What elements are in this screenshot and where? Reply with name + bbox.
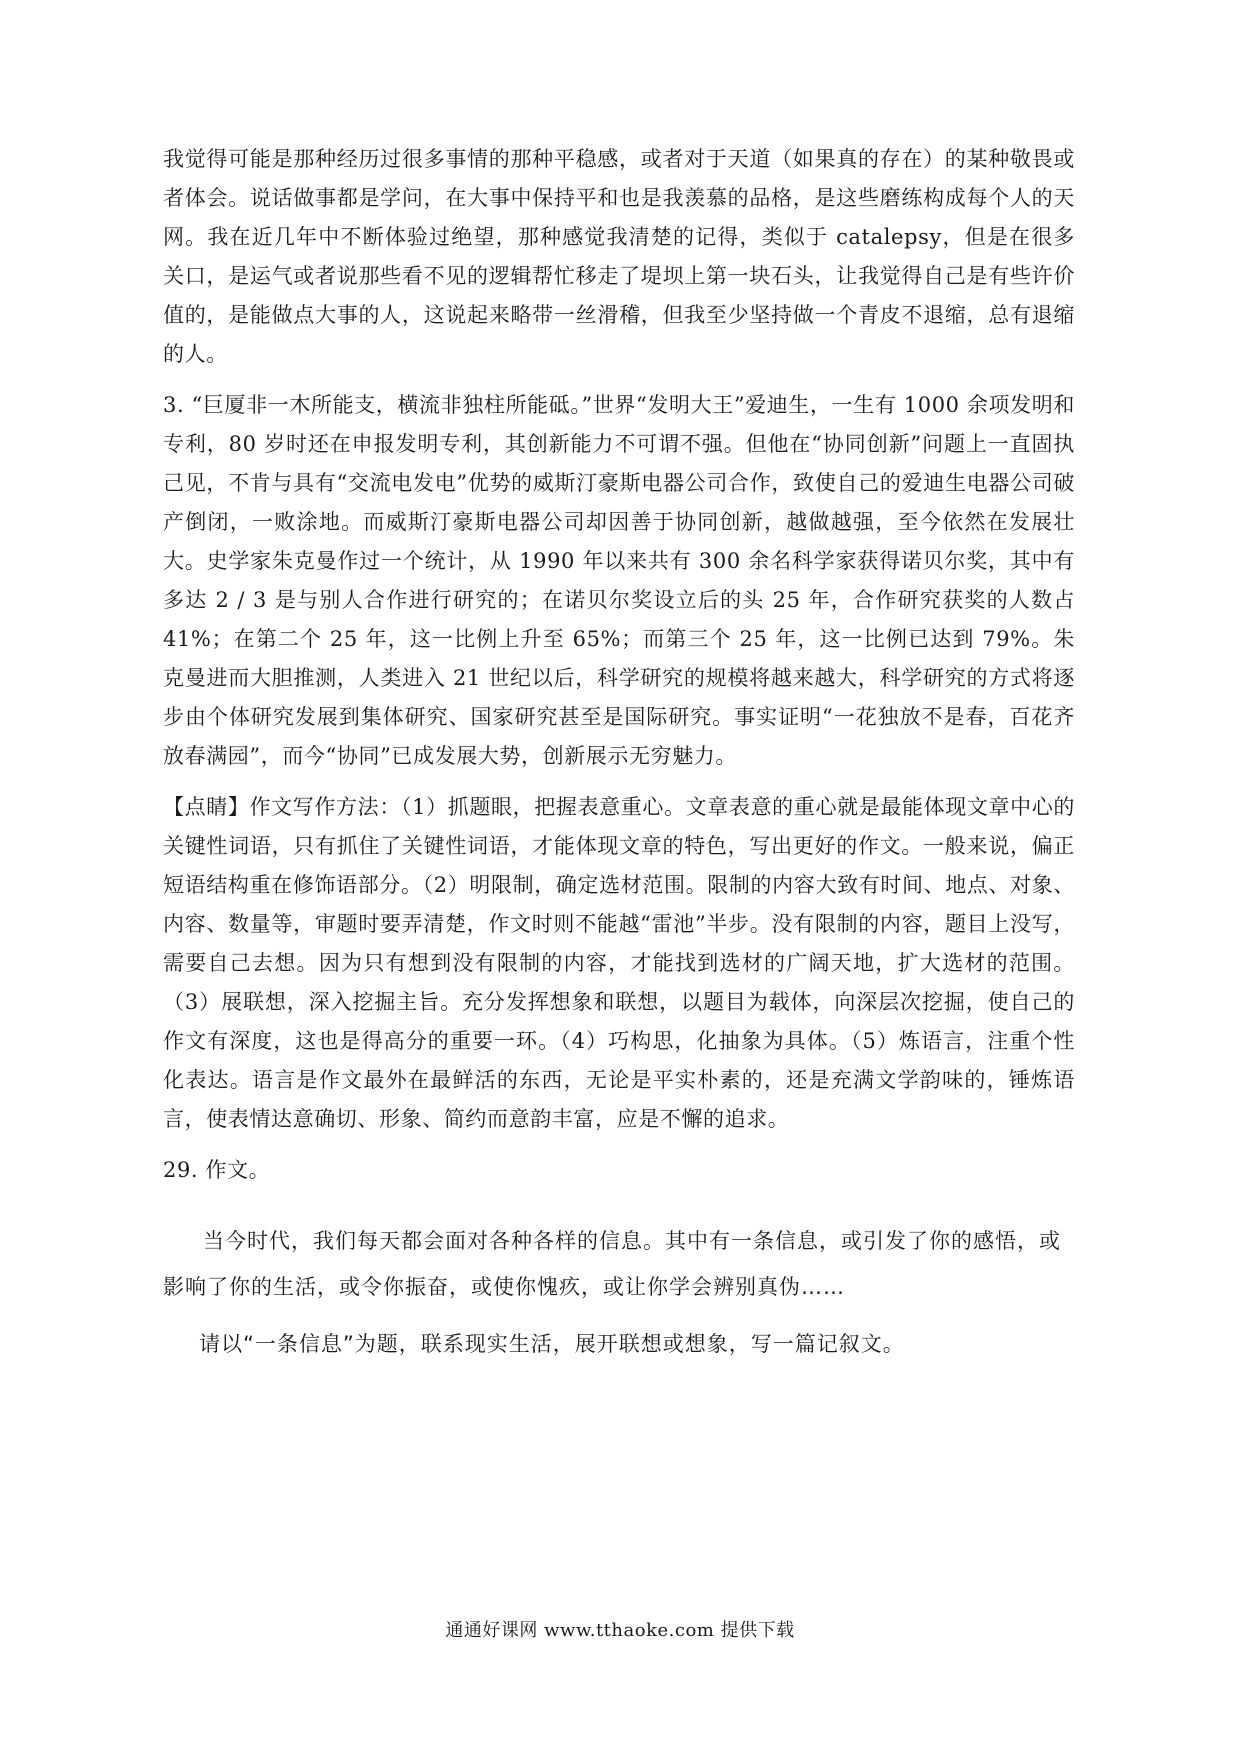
prompt-paragraph: 当今时代，我们每天都会面对各种各样的信息。其中有一条信息，或引发了你的感悟，或影响了你的生活，或令你振奋，或使你愧疚，或让你学会辨别真伪……	[163, 1229, 1061, 1299]
essay-prompt	[163, 1218, 1075, 1364]
question-heading: 29. 作文。	[163, 1158, 271, 1182]
body-text	[163, 140, 1075, 1364]
paragraph-point-3: 3. “巨厦非一木所能支，横流非独柱所能砥。”世界“发明大王”爱迪生，一生有 1000 余项发明和专利，80 岁时还在申报发明专利，其创新能力不可谓不强。但他在“协同创新”问题上一直固执己见，不肯与具有“交流电发电”优势的威斯汀豪斯电器公司合作，致使自己的爱迪生电器公司破产倒闭，一败涂地。而威斯汀豪斯电器公司却因善于协同创新，越做越强，至今依然在发展壮大。史学家朱克曼作过一个统计，从 1990 年以来共有 300 余名科学家获得诺贝尔奖，其中有多达 2 / 3 是与别人合作进行研究的；在诺贝尔奖设立后的头 25 年，合作研究获奖的人数占 41%；在第二个 25 年，这一比例上升至 65%；而第三个 25 年，这一比例已达到 79%。朱克曼进而大胆推测，人类进入 21 世纪以后，科学研究的规模将越来越大，科学研究的方式将逐步由个体研究发展到集体研究、国家研究甚至是国际研究。事实证明“一花独放不是春，百花齐放春满园”，而今“协同”已成发展大势，创新展示无穷魅力。	[163, 393, 1075, 768]
page-footer: 通通好课网 www.tthaoke.com 提供下载	[445, 1620, 795, 1641]
paragraph-continuation: 我觉得可能是那种经历过很多事情的那种平稳感，或者对于天道（如果真的存在）的某种敬畏或者体会。说话做事都是学问，在大事中保持平和也是我羡慕的品格，是这些磨练构成每个人的天网。我在近几年中不断体验过绝望，那种感觉我清楚的记得，类似于 catalepsy，但是在很多关口，是运气或者说那些看不见的逻辑帮忙移走了堤坝上第一块石头，让我觉得自己是有些许价值的，是能做点大事的人，这说起来略带一丝滑稽，但我至少坚持做一个青皮不退缩，总有退缩的人。	[163, 147, 1075, 366]
paragraph-dianjing: 【点睛】作文写作方法：（1）抓题眼，把握表意重心。文章表意的重心就是最能体现文章中心的关键性词语，只有抓住了关键性词语，才能体现文章的特色，写出更好的作文。一般来说，偏正短语结构重在修饰语部分。（2）明限制，确定选材范围。限制的内容大致有时间、地点、对象、内容、数量等，审题时要弄清楚，作文时则不能越“雷池”半步。没有限制的内容，题目上没写，需要自己去想。因为只有想到没有限制的内容，才能找到选材的广阔天地，扩大选材的范围。（3）展联想，深入挖掘主旨。充分发挥想象和联想，以题目为载体，向深层次挖掘，使自己的作文有深度，这也是得高分的重要一环。（4）巧构思，化抽象为具体。（5）炼语言，注重个性化表达。语言是作文最外在最鲜活的东西，无论是平实朴素的，还是充满文学韵味的，锤炼语言，使表情达意确切、形象、简约而意韵丰富，应是不懈的追求。	[163, 795, 1075, 1131]
prompt-instruction: 请以“一条信息”为题，联系现实生活，展开联想或想象，写一篇记叙文。	[199, 1332, 905, 1356]
